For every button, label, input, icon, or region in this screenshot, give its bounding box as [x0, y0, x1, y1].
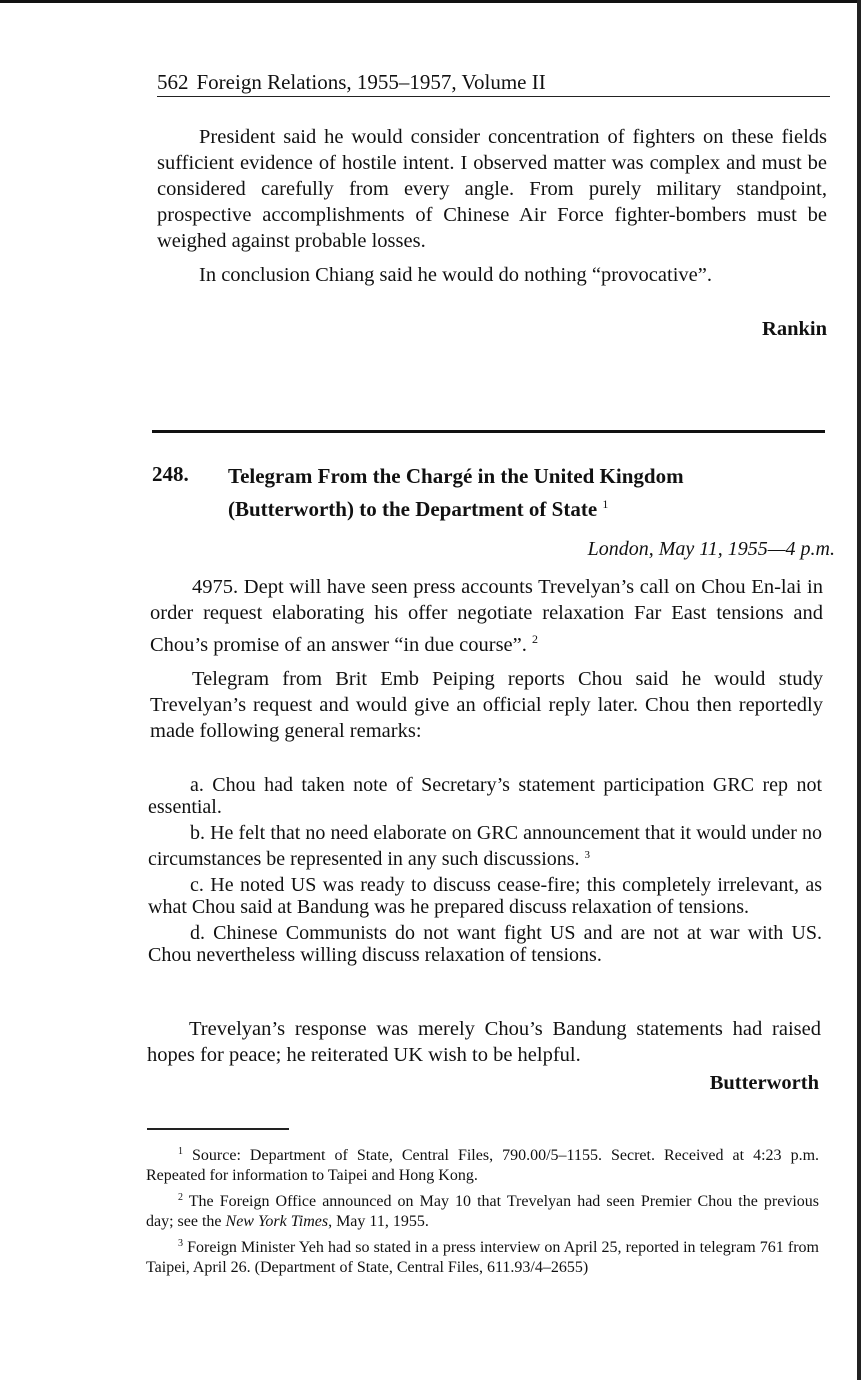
footnote-ref-3: 3 [584, 849, 591, 861]
signature-rankin: Rankin [762, 318, 827, 340]
footnote-3-mark: 3 [178, 1238, 183, 1249]
footnote-2-mark: 2 [178, 1192, 183, 1203]
footnote-ref-1: 1 [602, 497, 609, 511]
footnotes [146, 1142, 819, 1278]
footnote-ref-2: 2 [532, 632, 538, 646]
section-divider [152, 430, 825, 433]
document-title [228, 462, 788, 523]
footnote-2-text-end: , May 11, 1955. [328, 1213, 429, 1230]
paragraph-3: Trevelyan’s response was merely Chou’s Bandung statements had raised hopes for peace; he reiterated UK wish to be helpful. [147, 1018, 821, 1066]
page-top-edge [0, 0, 861, 3]
footnote-2-text: The Foreign Office announced on May 10 that Trevelyan had seen Premier Chou the previous day; see the [146, 1193, 819, 1230]
closing-paragraph [147, 1016, 821, 1068]
page-number: 562 [157, 70, 189, 94]
title-line-2: (Butterworth) to the Department of State [228, 497, 598, 521]
paragraph: In conclusion Chiang said he would do nothing “provocative”. [199, 264, 712, 286]
footnote-1 [146, 1142, 819, 1186]
document-number: 248. [152, 462, 189, 486]
footnote-3-text: Foreign Minister Yeh had so stated in a press interview on April 25, reported in telegram 761 from Taipei, April 26. (Department of State, Central Files, 611.93/4–2655) [146, 1239, 820, 1276]
footnote-1-mark: 1 [178, 1146, 183, 1157]
paragraph-1-text: 4975. Dept will have seen press accounts Trevelyan’s call on Chou En-lai in order request elaborating his offer negotiate relaxation Far East tensions and Chou’s promise of an answer “in due course”. [150, 576, 823, 656]
paragraph-2: Telegram from Brit Emb Peiping reports Chou said he would study Trevelyan’s request and would give an official reply later. Chou then reportedly made following general remarks: [150, 668, 823, 742]
list-item-c: c. He noted US was ready to discuss cease-fire; this completely irrelevant, as what Chou said at Bandung was he prepared discuss relaxation of tensions. [148, 874, 822, 918]
footnote-divider [147, 1128, 289, 1130]
footnote-1-text: Source: Department of State, Central Files, 790.00/5–1155. Secret. Received at 4:23 p.m. Repeated for information to Taipei and Hong Kong. [146, 1147, 820, 1184]
list-item-b-text: b. He felt that no need elaborate on GRC announcement that it would under no circumstances be represented in any such discussions. [148, 822, 822, 870]
telegram-body [150, 574, 823, 744]
running-title: Foreign Relations, 1955–1957, Volume II [196, 70, 546, 94]
footnote-3 [146, 1234, 819, 1278]
list-item-a: a. Chou had taken note of Secretary’s statement participation GRC rep not essential. [148, 774, 822, 818]
paragraph-1 [150, 574, 823, 658]
title-line-1: Telegram From the Chargé in the United Kingdom [228, 464, 684, 488]
list-item-d: d. Chinese Communists do not want fight US and are not at war with US. Chou nevertheless willing discuss relaxation of tensions. [148, 922, 822, 966]
remarks-list [148, 774, 822, 966]
footnote-2-publication: New York Times [225, 1213, 329, 1230]
page-right-edge [857, 0, 861, 1380]
running-header [157, 70, 830, 97]
dateline: London, May 11, 1955—4 p.m. [587, 538, 835, 560]
paragraph: President said he would consider concentration of fighters on these fields sufficient evidence of hostile intent. I observed matter was complex and must be considered carefully from every angle. From purely military standpoint, prospective accomplishments of Chinese Air Force fighter-bombers must be weighed against probable losses. [157, 126, 827, 252]
continuation-text [157, 124, 827, 288]
list-item-b [148, 822, 822, 870]
signature-butterworth: Butterworth [709, 1072, 819, 1094]
footnote-2 [146, 1188, 819, 1232]
